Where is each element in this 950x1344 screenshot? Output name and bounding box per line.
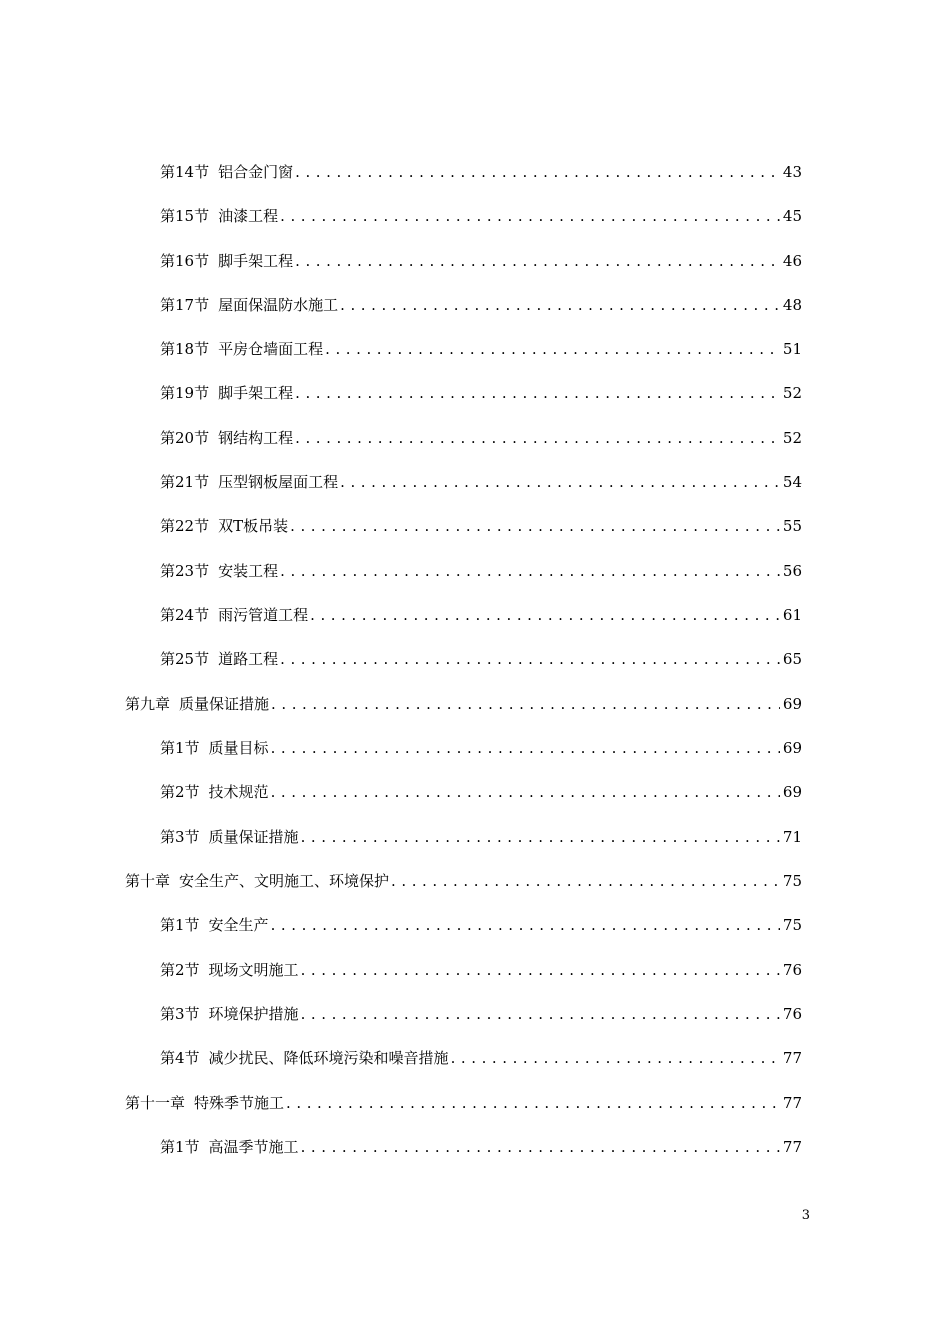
toc-entry-number: 第22节 <box>160 517 210 535</box>
toc-entry[interactable] <box>160 468 802 492</box>
toc-entry-number: 第1节 <box>160 739 200 757</box>
toc-entry-page: 71 <box>782 828 802 846</box>
toc-entry-title: 特殊季节施工 <box>194 1094 285 1112</box>
toc-dot-leader <box>301 827 780 847</box>
toc-dot-leader <box>280 206 780 226</box>
toc-entry-page: 69 <box>782 783 802 801</box>
toc-entry-title: 油漆工程 <box>218 207 279 225</box>
toc-entry-page: 69 <box>782 695 802 713</box>
toc-entry[interactable] <box>160 1133 802 1157</box>
toc-entry[interactable] <box>160 335 802 359</box>
toc-dot-leader <box>301 960 780 980</box>
toc-entry-title: 压型钢板屋面工程 <box>218 473 339 491</box>
toc-entry[interactable] <box>160 202 802 226</box>
toc-entry-number: 第1节 <box>160 916 200 934</box>
toc-entry[interactable] <box>160 911 802 935</box>
toc-entry-number: 第19节 <box>160 384 210 402</box>
toc-entry-title: 双T板吊装 <box>218 517 289 535</box>
toc-entry-page: 75 <box>782 872 802 890</box>
toc-entry-label <box>125 1093 284 1113</box>
toc-entry-label <box>160 295 338 315</box>
toc-entry-number: 第24节 <box>160 606 210 624</box>
toc-entry-title: 现场文明施工 <box>208 961 299 979</box>
toc-entry-label <box>160 206 278 226</box>
toc-chapter-entry[interactable] <box>125 690 802 714</box>
toc-entry-number: 第17节 <box>160 296 210 314</box>
toc-entry[interactable] <box>160 247 802 271</box>
toc-entry-label <box>160 472 338 492</box>
toc-entry-number: 第18节 <box>160 340 210 358</box>
toc-dot-leader <box>280 649 780 669</box>
toc-entry-label <box>160 339 323 359</box>
toc-entry-title: 质量保证措施 <box>208 828 299 846</box>
toc-entry-number: 第2节 <box>160 783 200 801</box>
toc-entry-page: 77 <box>782 1094 802 1112</box>
toc-entry-label <box>160 162 293 182</box>
toc-entry-number: 第十一章 <box>125 1094 186 1112</box>
toc-entry-page: 77 <box>782 1049 802 1067</box>
toc-entry-page: 43 <box>782 163 802 181</box>
toc-dot-leader <box>325 339 780 359</box>
toc-dot-leader <box>271 694 780 714</box>
page-number: 3 <box>801 1208 810 1223</box>
toc-entry[interactable] <box>160 601 802 625</box>
toc-entry-title: 环境保护措施 <box>208 1005 299 1023</box>
toc-entry-number: 第4节 <box>160 1049 200 1067</box>
toc-entry-number: 第20节 <box>160 429 210 447</box>
toc-dot-leader <box>280 561 780 581</box>
toc-entry-title: 铝合金门窗 <box>218 163 294 181</box>
toc-entry-title: 安全生产 <box>208 916 269 934</box>
toc-entry-page: 56 <box>782 562 802 580</box>
toc-dot-leader <box>295 251 780 271</box>
toc-entry[interactable] <box>160 291 802 315</box>
toc-entry-title: 平房仓墙面工程 <box>218 340 324 358</box>
toc-entry-label <box>160 383 293 403</box>
toc-entry[interactable] <box>160 956 802 980</box>
toc-entry-title: 安装工程 <box>218 562 279 580</box>
toc-dot-leader <box>271 915 780 935</box>
toc-entry-label <box>160 251 293 271</box>
toc-entry[interactable] <box>160 1044 802 1068</box>
toc-entry-label <box>160 1048 449 1068</box>
toc-dot-leader <box>295 162 780 182</box>
toc-dot-leader <box>290 516 780 536</box>
toc-entry-title: 质量保证措施 <box>179 695 270 713</box>
toc-entry-number: 第23节 <box>160 562 210 580</box>
toc-entry-page: 54 <box>782 473 802 491</box>
toc-entry-title: 钢结构工程 <box>218 429 294 447</box>
toc-entry-page: 76 <box>782 961 802 979</box>
toc-entry[interactable] <box>160 1000 802 1024</box>
toc-entry-label <box>160 605 308 625</box>
toc-dot-leader <box>271 782 780 802</box>
toc-entry-label <box>160 782 269 802</box>
toc-entry-page: 61 <box>782 606 802 624</box>
toc-entry-label <box>160 915 269 935</box>
toc-entry[interactable] <box>160 379 802 403</box>
toc-entry-page: 48 <box>782 296 802 314</box>
toc-entry-number: 第3节 <box>160 828 200 846</box>
toc-entry-number: 第21节 <box>160 473 210 491</box>
toc-entry-number: 第2节 <box>160 961 200 979</box>
toc-dot-leader <box>310 605 780 625</box>
toc-dot-leader <box>340 472 780 492</box>
toc-entry-label <box>160 1137 299 1157</box>
toc-entry-page: 51 <box>782 340 802 358</box>
toc-entry-title: 质量目标 <box>208 739 269 757</box>
toc-entry[interactable] <box>160 424 802 448</box>
toc-entry-page: 46 <box>782 252 802 270</box>
toc-entry[interactable] <box>160 557 802 581</box>
toc-dot-leader <box>295 428 780 448</box>
toc-entry-label <box>125 694 269 714</box>
toc-entry-page: 77 <box>782 1138 802 1156</box>
toc-entry[interactable] <box>160 778 802 802</box>
toc-entry-title: 脚手架工程 <box>218 252 294 270</box>
toc-entry-number: 第3节 <box>160 1005 200 1023</box>
toc-dot-leader <box>286 1093 780 1113</box>
toc-entry-title: 屋面保温防水施工 <box>218 296 339 314</box>
toc-entry-page: 45 <box>782 207 802 225</box>
toc-entry-title: 高温季节施工 <box>208 1138 299 1156</box>
toc-chapter-entry[interactable] <box>125 867 802 891</box>
toc-entry-label <box>160 649 278 669</box>
toc-dot-leader <box>391 871 780 891</box>
toc-entry[interactable] <box>160 158 802 182</box>
toc-entry-page: 52 <box>782 384 802 402</box>
toc-entry-number: 第九章 <box>125 695 171 713</box>
toc-entry-page: 76 <box>782 1005 802 1023</box>
toc-dot-leader <box>301 1004 780 1024</box>
toc-entry-number: 第1节 <box>160 1138 200 1156</box>
toc-entry-label <box>160 960 299 980</box>
toc-entry-title: 技术规范 <box>208 783 269 801</box>
toc-dot-leader <box>340 295 780 315</box>
toc-entry-label <box>125 871 389 891</box>
toc-entry-title: 雨污管道工程 <box>218 606 309 624</box>
toc-entry-label <box>160 428 293 448</box>
toc-entry-title: 减少扰民、降低环境污染和噪音措施 <box>208 1049 449 1067</box>
toc-entry-label <box>160 516 288 536</box>
toc-entry-title: 脚手架工程 <box>218 384 294 402</box>
toc-entry-number: 第25节 <box>160 650 210 668</box>
toc-entry-number: 第14节 <box>160 163 210 181</box>
toc-entry[interactable] <box>160 734 802 758</box>
toc-dot-leader <box>451 1048 780 1068</box>
toc-entry-label <box>160 561 278 581</box>
toc-entry-number: 第十章 <box>125 872 171 890</box>
toc-entry[interactable] <box>160 823 802 847</box>
toc-entry-title: 安全生产、文明施工、环境保护 <box>179 872 390 890</box>
toc-entry-number: 第16节 <box>160 252 210 270</box>
toc-entry-page: 69 <box>782 739 802 757</box>
toc-entry[interactable] <box>160 512 802 536</box>
toc-entry-page: 55 <box>782 517 802 535</box>
toc-entry-page: 75 <box>782 916 802 934</box>
toc-entry[interactable] <box>160 645 802 669</box>
toc-dot-leader <box>301 1137 780 1157</box>
toc-entry-number: 第15节 <box>160 207 210 225</box>
toc-chapter-entry[interactable] <box>125 1089 802 1113</box>
toc-entry-page: 65 <box>782 650 802 668</box>
toc-entry-label <box>160 1004 299 1024</box>
toc-entry-label <box>160 827 299 847</box>
toc-dot-leader <box>271 738 780 758</box>
toc-entry-page: 52 <box>782 429 802 447</box>
toc-dot-leader <box>295 383 780 403</box>
toc-entry-label <box>160 738 269 758</box>
toc-entry-title: 道路工程 <box>218 650 279 668</box>
